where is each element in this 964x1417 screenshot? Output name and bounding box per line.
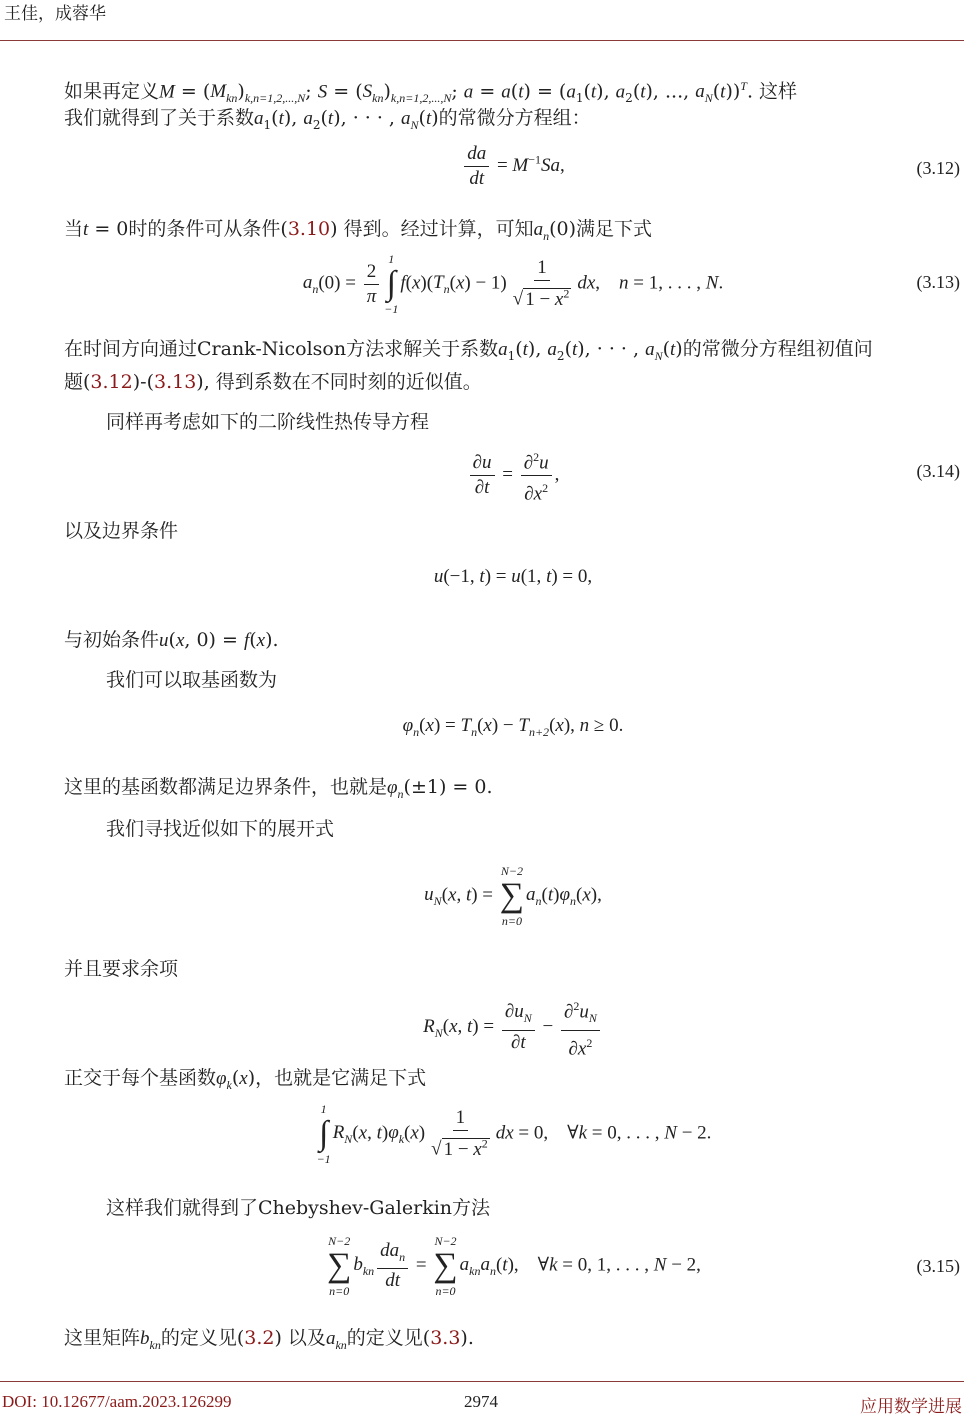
- paragraph-heat-equation: 同样再考虑如下的二阶线性热传导方程: [106, 411, 430, 433]
- page-header: [0, 0, 964, 41]
- reference-link[interactable]: 3.12: [90, 371, 133, 393]
- paragraph-residual: 并且要求余项: [64, 958, 179, 980]
- paragraph-orthogonal: 正交于每个基函数$\varphi_k(x)$，也就是它满足下式: [64, 1067, 427, 1092]
- equation-3-13: $a_n(0)$ = $\frac{2}{\pi}$ 1 ∫ −1 $f(x)(T_n(x) - 1)$ $\frac{1}{√ 1 - x^2}$ dx, n = 1, . . . , N. (3.13): [302, 252, 960, 316]
- equation-orthogonality: 1 ∫ −1 $R_N(x$, $t)\varphi_k(x)$ $\frac{1}{√ 1 - x^2}$ dx = 0, ∀k = 0, . . . , N − 2.: [316, 1102, 712, 1166]
- page-footer: [0, 1381, 964, 1415]
- equation-3-14: $\frac{\partial u}{\partial t}$ = $\frac{\partial^2u}{\partial x^2}$ , (3.14): [64, 445, 962, 507]
- doi-link[interactable]: DOI: 10.12677/aam.2023.126299: [2, 1392, 232, 1411]
- equation-residual: $R_N(x$, t) = $\frac{\partial u_N}{\partial t}$ − $\frac{\partial^2u_N}{\partial x^2}$: [64, 994, 962, 1061]
- paragraph-basis-boundary: 这里的基函数都满足边界条件，也就是$\varphi_n(\pm 1) = 0$.: [64, 776, 493, 801]
- equation-number: (3.15): [916, 1256, 960, 1276]
- equation-expansion: $u_N(x$, t) = N−2 ∑ n=0 $a_n(t)\varphi_n(x)$,: [424, 864, 602, 928]
- equation-number: (3.13): [916, 272, 960, 292]
- reference-link[interactable]: 3.10: [287, 218, 331, 240]
- journal-name: 应用数学进展: [860, 1397, 962, 1417]
- paragraph-expansion: 我们寻找近似如下的展开式: [106, 818, 335, 840]
- paragraph-ode-system: 我们就得到了关于系数$a_1(t)$, $a_2(t)$, · · · , $a_N(t)$的常微分方程组：: [64, 107, 591, 132]
- equation-boundary-condition: u(−1, t) = u(1, t) = 0,: [433, 566, 593, 587]
- paragraph-crank-nicolson-cont: 题(3.12)-(3.13), 得到系数在不同时刻的近似值。: [64, 371, 482, 393]
- paragraph-initial: 与初始条件u(x, 0) = f(x).: [64, 629, 279, 651]
- equation-3-15: N−2 ∑ n=0 $b_{kn}$ $\frac{da_n}{dt}$ = N−2 ∑ n=0 $a_{kn}a_n(t)$, ∀k = 0, 1, . . . , N − 2, (3.15): [327, 1234, 960, 1298]
- paragraph-galerkin: 这样我们就得到了Chebyshev-Galerkin方法: [106, 1197, 491, 1219]
- paragraph-initial-condition: 当t = 0时的条件可从条件(3.10) 得到。经过计算，可知$a_n(0)$满足下式: [64, 218, 653, 243]
- paragraph-crank-nicolson: 在时间方向通过Crank-Nicolson方法求解关于系数$a_1(t)$, $a_2(t)$, · · · , $a_N(t)$的常微分方程组初值问: [64, 338, 873, 363]
- equation-number: (3.14): [916, 461, 960, 481]
- reference-link[interactable]: 3.13: [153, 371, 197, 393]
- paragraph-matrix-definition: 这里矩阵$b_{kn}$的定义见(3.2) 以及$a_{kn}$的定义见(3.3).: [64, 1327, 474, 1352]
- paragraph-basis: 我们可以取基函数为: [106, 669, 278, 691]
- paragraph-boundary: 以及边界条件: [64, 520, 179, 542]
- reference-link[interactable]: 3.2: [244, 1327, 275, 1349]
- equation-number: (3.12): [916, 158, 960, 178]
- page-number: 2974: [464, 1392, 498, 1411]
- equation-basis: $\varphi_n(x) = T_n(x) - T_{n+2}(x)$, n ≥ 0.: [402, 715, 624, 739]
- reference-link[interactable]: 3.3: [430, 1327, 461, 1349]
- paragraph-definitions: 如果再定义$M = (M_{kn})_{k,n=1,2,...,N}$; $S = (S_{kn})_{k,n=1,2,...,N}$; $a = a(t) = (a_1(t)$, $a_2(t)$, ..., $a_N(t))^T$. 这样: [64, 79, 798, 106]
- equation-3-12: $\frac{da}{dt}$ = $M^{-1}Sa$, (3.12): [64, 142, 962, 191]
- header-authors: 王佳，成蓉华: [4, 4, 106, 24]
